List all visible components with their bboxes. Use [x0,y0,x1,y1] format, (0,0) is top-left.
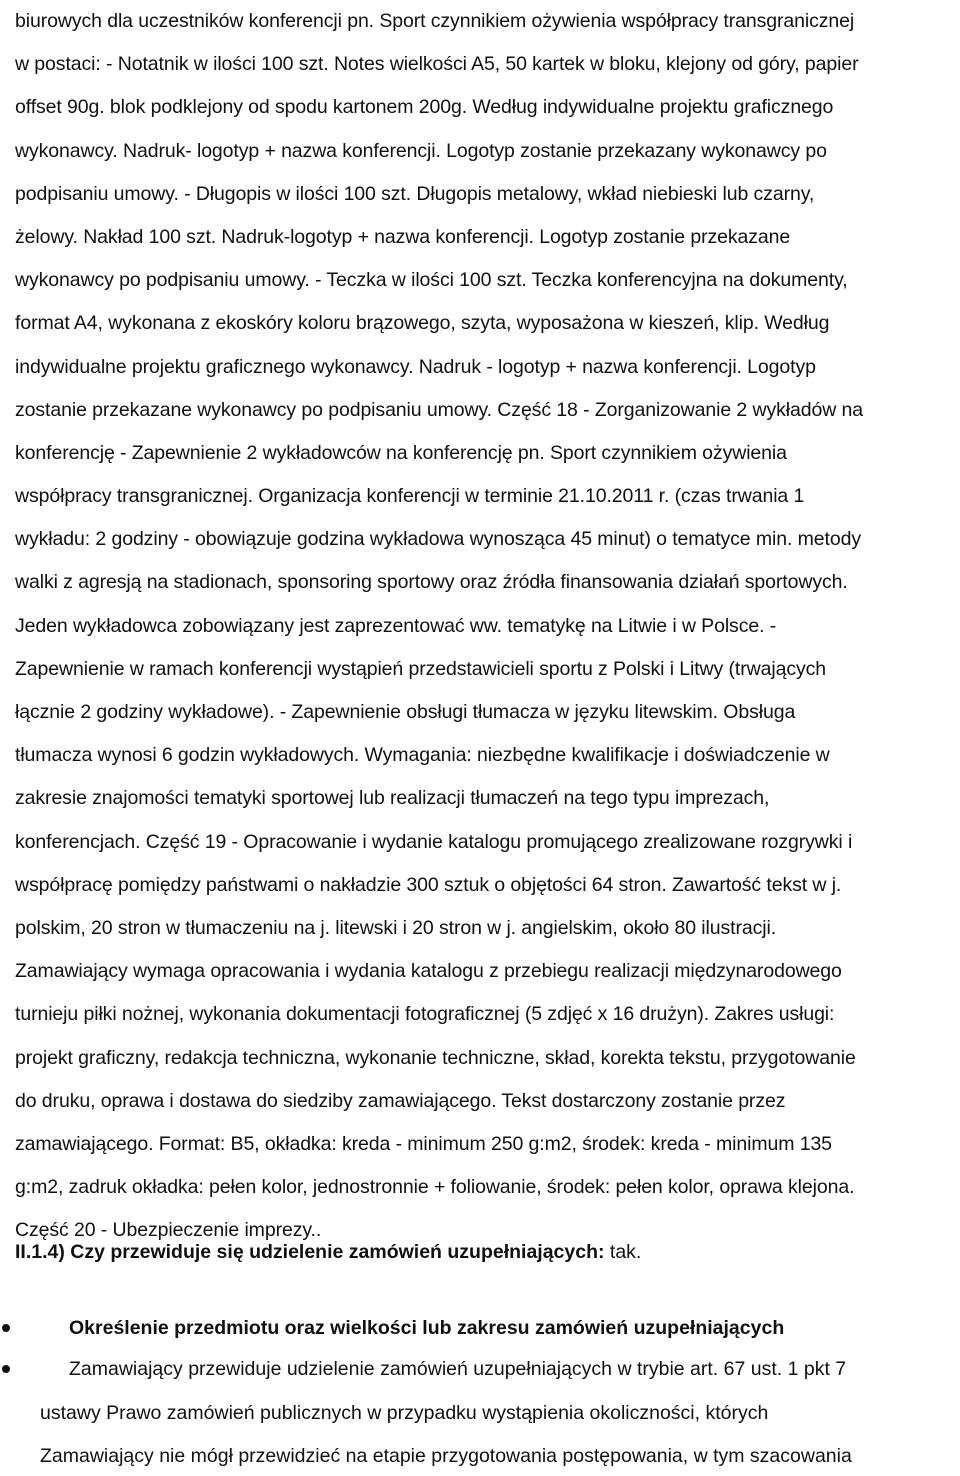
paragraph-line: walki z agresją na stadionach, sponsoring sportowy oraz źródła finansowania działań sportowych. [15,571,848,594]
paragraph-line: Zamawiający wymaga opracowania i wydania katalogu z przebiegu realizacji międzynarodowego [15,960,842,983]
paragraph-line: wykładu: 2 godziny - obowiązuje godzina wykładowa wynosząca 45 minut) o tematyce min. metody [15,528,861,551]
paragraph-line: format A4, wykonana z ekoskóry koloru brązowego, szyta, wyposażona w kieszeń, klip. Według [15,312,830,335]
section-question [15,1232,641,1272]
continuation-line: Zamawiający nie mógł przewidzieć na etapie przygotowania postępowania, w tym szacowania [40,1445,852,1467]
paragraph-line: wykonawcy. Nadruk- logotyp + nazwa konferencji. Logotyp zostanie przekazany wykonawcy po [15,139,827,162]
paragraph-line: Część 20 - Ubezpieczenie imprezy.. [15,1219,322,1242]
paragraph-line: współpracę pomiędzy państwami o nakładzie 300 sztuk o objętości 64 stron. Zawartość tekst w j. [15,873,842,896]
paragraph-line: wykonawcy po podpisaniu umowy. - Teczka w ilości 100 szt. Teczka konferencyjna na dokumenty, [15,269,848,292]
paragraph-line: zostanie przekazane wykonawcy po podpisaniu umowy. Część 18 - Zorganizowanie 2 wykładów na [15,398,864,421]
body-paragraph [15,0,960,1252]
paragraph-line: konferencję - Zapewnienie 2 wykładowców na konferencję pn. Sport czynnikiem ożywienia [15,441,787,464]
paragraph-line: konferencjach. Część 19 - Opracowanie i wydanie katalogu promującego zrealizowane rozgrywki i [15,830,853,853]
paragraph-line: do druku, oprawa i dostawa do siedziby zamawiającego. Tekst dostarczony zostanie przez [15,1089,786,1112]
paragraph-line: zamawiającego. Format: B5, okładka: kreda - minimum 250 g:m2, środek: kreda - minimum 135 [15,1132,832,1155]
paragraph-line: żelowy. Nakład 100 szt. Nadruk-logotyp + nazwa konferencji. Logotyp zostanie przekazane [15,225,791,248]
paragraph-line: biurowych dla uczestników konferencji pn. Sport czynnikiem ożywienia współpracy transgranicznej [15,10,855,32]
paragraph-line: podpisaniu umowy. - Długopis w ilości 100 szt. Długopis metalowy, wkład niebieski lub czarny, [15,182,815,205]
paragraph-line: turnieju piłki nożnej, wykonania dokumentacji fotograficznej (5 zdjęć x 16 drużyn). Zakres usługi: [15,1003,835,1026]
question-answer: tak. [604,1241,642,1263]
paragraph-line: tłumacza wynosi 6 godzin wykładowych. Wymagania: niezbędne kwalifikacje i doświadczenie w [15,744,830,767]
paragraph-line: zakresie znajomości tematyki sportowej lub realizacji tłumaczeń na tego typu imprezach, [15,787,770,810]
paragraph-line: Jeden wykładowca zobowiązany jest zaprezentować ww. tematykę na Litwie i w Polsce. - [15,614,777,637]
bullet-icon [2,1365,10,1373]
paragraph-line: współpracy transgranicznej. Organizacja konferencji w terminie 21.10.2011 r. (czas trwania 1 [15,485,805,508]
list-item [0,1349,960,1389]
paragraph-line: polskim, 20 stron w tłumaczeniu na j. litewski i 20 stron w j. angielskim, około 80 ilustracji. [15,916,777,939]
paragraph-line: w postaci: - Notatnik w ilości 100 szt. Notes wielkości A5, 50 kartek w bloku, klejony od góry, papier [15,53,859,76]
list-item-heading: Określenie przedmiotu oraz wielkości lub zakresu zamówień uzupełniających [69,1317,785,1339]
question-label: II.1.4) Czy przewiduje się udzielenie zamówień uzupełniających: [15,1241,605,1263]
paragraph-line: indywidualne projektu graficznego wykonawcy. Nadruk - logotyp + nazwa konferencji. Logotyp [15,355,816,378]
list-item [0,1308,960,1348]
paragraph-line: Zapewnienie w ramach konferencji wystąpień przedstawicieli sportu z Polski i Litwy (trwających [15,657,827,680]
paragraph-line: g:m2, zadruk okładka: pełen kolor, jednostronnie + foliowanie, środek: pełen kolor, oprawa klejona. [15,1176,855,1199]
paragraph-line: projekt graficzny, redakcja techniczna, wykonanie techniczne, skład, korekta tekstu, przygotowanie [15,1046,856,1069]
bullet-icon [2,1324,10,1332]
list-item-text: Zamawiający przewiduje udzielenie zamówień uzupełniających w trybie art. 67 ust. 1 pkt 7 [69,1358,847,1380]
paragraph-line: łącznie 2 godziny wykładowe). - Zapewnienie obsługi tłumacza w języku litewskim. Obsługa [15,701,796,723]
paragraph-line: offset 90g. blok podklejony od spodu kartonem 200g. Według indywidualne projektu graficznego [15,96,834,119]
continuation-line: ustawy Prawo zamówień publicznych w przypadku wystąpienia okoliczności, których [40,1402,769,1424]
